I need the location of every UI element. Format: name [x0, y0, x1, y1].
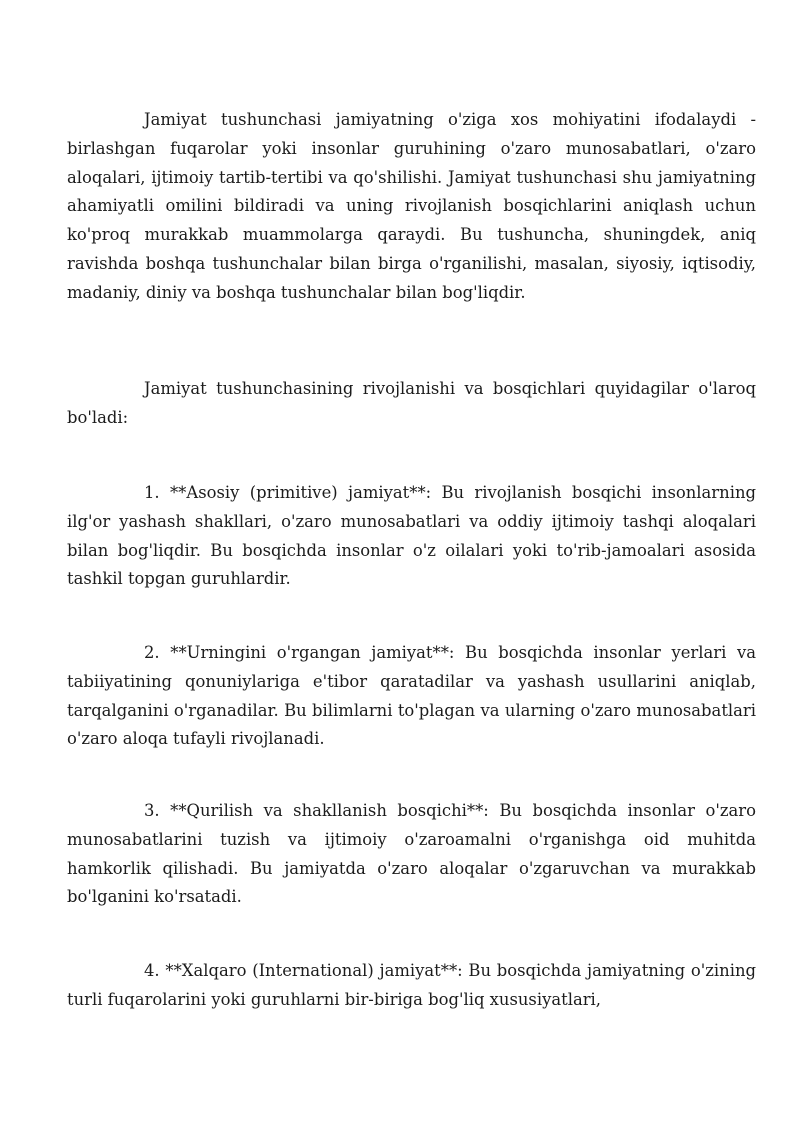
list-item-stage-1: 1. **Asosiy (primitive) jamiyat**: Bu rivojlanish bosqichi insonlarning ilg'or yashash shakllari, o'zaro munosabatlari va oddiy ijtimoiy tashqi aloqalari bilan bog'liqdir. Bu bosqichda insonlar o'z oilalari yoki to'rib-jamoalari asosida tashkil topgan guruhlardir. [67, 483, 756, 589]
paragraph-intro: Jamiyat tushunchasi jamiyatning o'ziga xos mohiyatini ifodalaydi - birlashgan fuqarolar yoki insonlar guruhining o'zaro munosabatlari, o'zaro aloqalari, ijtimoiy tartib-tertibi va qo'shilishi. Jamiyat tushunchasi shu jamiyatning ahamiyatli omilini bildiradi va uning rivojlanish bosqichlarini aniqlash uchun ko'proq murakkab muammolarga qaraydi. Bu tushuncha, shuningdek, aniq ravishda boshqa tushunchalar bilan birga o'rganilishi, masalan, siyosiy, iqtisodiy, madaniy, diniy va boshqa tushunchalar bilan bog'liqdir. [67, 110, 756, 302]
list-item-stage-4: 4. **Xalqaro (International) jamiyat**: Bu bosqichda jamiyatning o'zining turli fuqarolarini yoki guruhlarni bir-biriga bog'liq xususiyatlari, [67, 961, 756, 1009]
list-item-stage-2: 2. **Urningini o'rgangan jamiyat**: Bu bosqichda insonlar yerlari va tabiiyatining qonuniylariga e'tibor qaratadilar va yashash usullarini aniqlab, tarqalganini o'rganadilar. Bu bilimlarni to'plagan va ularning o'zaro munosabatlari o'zaro aloqa tufayli rivojlanadi. [67, 643, 756, 749]
paragraph-stages-intro: Jamiyat tushunchasining rivojlanishi va bosqichlari quyidagilar o'laroq bo'ladi: [67, 379, 756, 427]
list-item-stage-3: 3. **Qurilish va shakllanish bosqichi**: Bu bosqichda insonlar o'zaro munosabatlarini tuzish va ijtimoiy o'zaroamalni o'rganishga oid muhitda hamkorlik qilishadi. Bu jamiyatda o'zaro aloqalar o'zgaruvchan va murakkab bo'lganini ko'rsatadi. [67, 801, 756, 907]
